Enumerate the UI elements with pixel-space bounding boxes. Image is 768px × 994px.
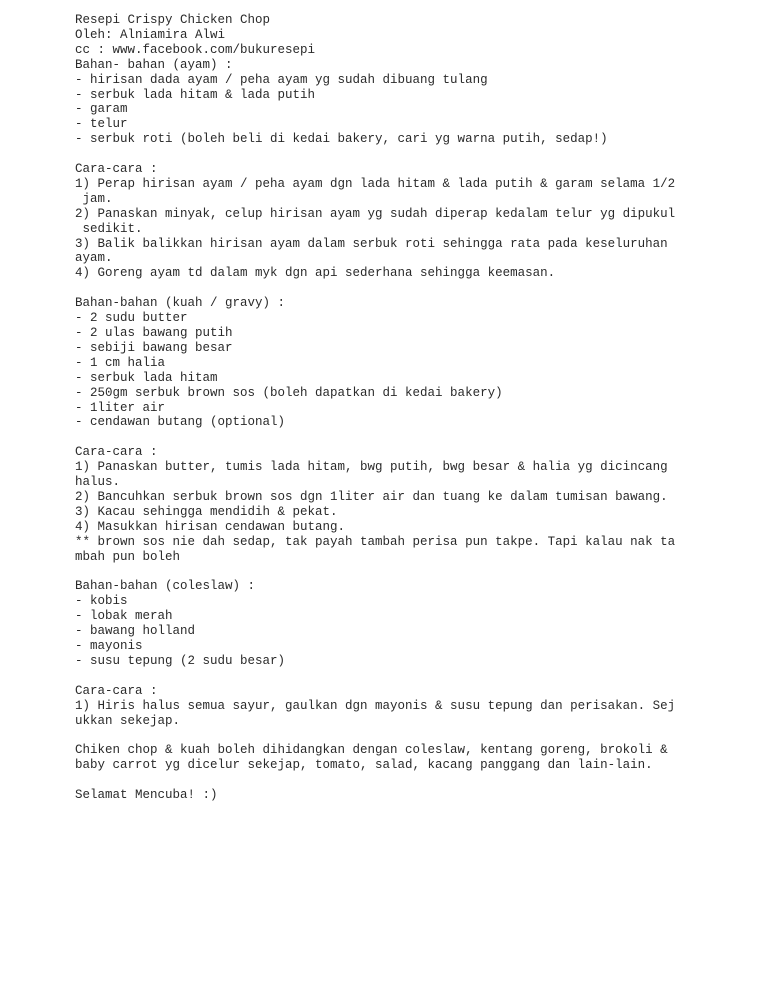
ingredient-item: - cendawan butang (optional): [75, 415, 286, 430]
ingredient-item: - serbuk lada hitam & lada putih: [75, 87, 316, 102]
recipe-author: Oleh: Alniamira Alwi: [75, 27, 226, 42]
step-line: 4) Goreng ayam td dalam myk dgn api sederhana sehingga keemasan.: [75, 266, 556, 281]
ingredient-item: - garam: [75, 102, 128, 117]
step-line: ayam.: [75, 251, 113, 266]
ingredient-item: - kobis: [75, 594, 128, 609]
ingredient-item: - bawang holland: [75, 624, 196, 639]
ingredients-gravy: [75, 296, 685, 430]
closing-line: Selamat Mencuba! :): [75, 788, 218, 803]
steps-coleslaw: [75, 684, 685, 729]
ingredient-item: - 1 cm halia: [75, 355, 166, 370]
spacer: [75, 147, 685, 162]
ingredient-item: - 2 sudu butter: [75, 311, 188, 326]
step-line: 1) Perap hirisan ayam / peha ayam dgn lada hitam & lada putih & garam selama 1/2: [75, 176, 676, 191]
ingredients-coleslaw: [75, 579, 685, 668]
ingredient-item: - mayonis: [75, 639, 143, 653]
section-heading: Cara-cara :: [75, 162, 158, 177]
ingredient-item: - serbuk roti (boleh beli di kedai bakery, cari yg warna putih, sedap!): [75, 132, 608, 147]
serving-line: Chiken chop & kuah boleh dihidangkan dengan coleslaw, kentang goreng, brokoli &: [75, 743, 668, 758]
recipe-header: [75, 13, 685, 58]
spacer: [75, 281, 685, 296]
step-line: jam.: [75, 191, 113, 206]
ingredient-item: - sebiji bawang besar: [75, 340, 233, 355]
section-heading: Bahan-bahan (coleslaw) :: [75, 579, 256, 594]
step-line: 1) Panaskan butter, tumis lada hitam, bwg putih, bwg besar & halia yg dicincang: [75, 460, 668, 475]
ingredient-item: - serbuk lada hitam: [75, 370, 218, 385]
step-line: sedikit.: [75, 221, 143, 236]
ingredient-item: - telur: [75, 117, 128, 132]
ingredient-item: - 250gm serbuk brown sos (boleh dapatkan di kedai bakery): [75, 385, 503, 400]
recipe-document: [75, 13, 685, 803]
step-line: ukkan sekejap.: [75, 713, 181, 728]
spacer: [75, 728, 685, 743]
steps-ayam: [75, 162, 685, 281]
section-heading: Cara-cara :: [75, 445, 158, 460]
step-line: 1) Hiris halus semua sayur, gaulkan dgn mayonis & susu tepung dan perisakan. Sej: [75, 698, 676, 713]
section-heading: Bahan-bahan (kuah / gravy) :: [75, 296, 286, 311]
ingredient-item: - susu tepung (2 sudu besar): [75, 653, 286, 668]
ingredient-item: - 2 ulas bawang putih: [75, 326, 233, 340]
spacer: [75, 669, 685, 684]
ingredients-ayam: [75, 58, 685, 147]
spacer: [75, 564, 685, 579]
section-heading: Cara-cara :: [75, 683, 158, 698]
serving-line: baby carrot yg dicelur sekejap, tomato, salad, kacang panggang dan lain-lain.: [75, 758, 653, 773]
step-line: 3) Balik balikkan hirisan ayam dalam serbuk roti sehingga rata pada keseluruhan: [75, 236, 668, 251]
recipe-title: Resepi Crispy Chicken Chop: [75, 13, 271, 27]
recipe-credit: cc : www.facebook.com/bukuresepi: [75, 42, 316, 57]
step-line: 2) Bancuhkan serbuk brown sos dgn 1liter air dan tuang ke dalam tumisan bawang.: [75, 489, 668, 504]
step-line: 3) Kacau sehingga mendidih & pekat.: [75, 504, 338, 519]
spacer: [75, 430, 685, 445]
spacer: [75, 773, 685, 788]
serving-suggestion: [75, 743, 685, 773]
step-line: ** brown sos nie dah sedap, tak payah tambah perisa pun takpe. Tapi kalau nak ta: [75, 534, 676, 549]
step-line: 4) Masukkan hirisan cendawan butang.: [75, 519, 346, 534]
step-line: halus.: [75, 475, 121, 490]
ingredient-item: - 1liter air: [75, 400, 166, 415]
section-heading: Bahan- bahan (ayam) :: [75, 57, 233, 72]
steps-gravy: [75, 445, 685, 564]
step-line: mbah pun boleh: [75, 549, 181, 564]
ingredient-item: - hirisan dada ayam / peha ayam yg sudah dibuang tulang: [75, 72, 488, 87]
ingredient-item: - lobak merah: [75, 609, 173, 624]
step-line: 2) Panaskan minyak, celup hirisan ayam yg sudah diperap kedalam telur yg dipukul: [75, 206, 676, 221]
